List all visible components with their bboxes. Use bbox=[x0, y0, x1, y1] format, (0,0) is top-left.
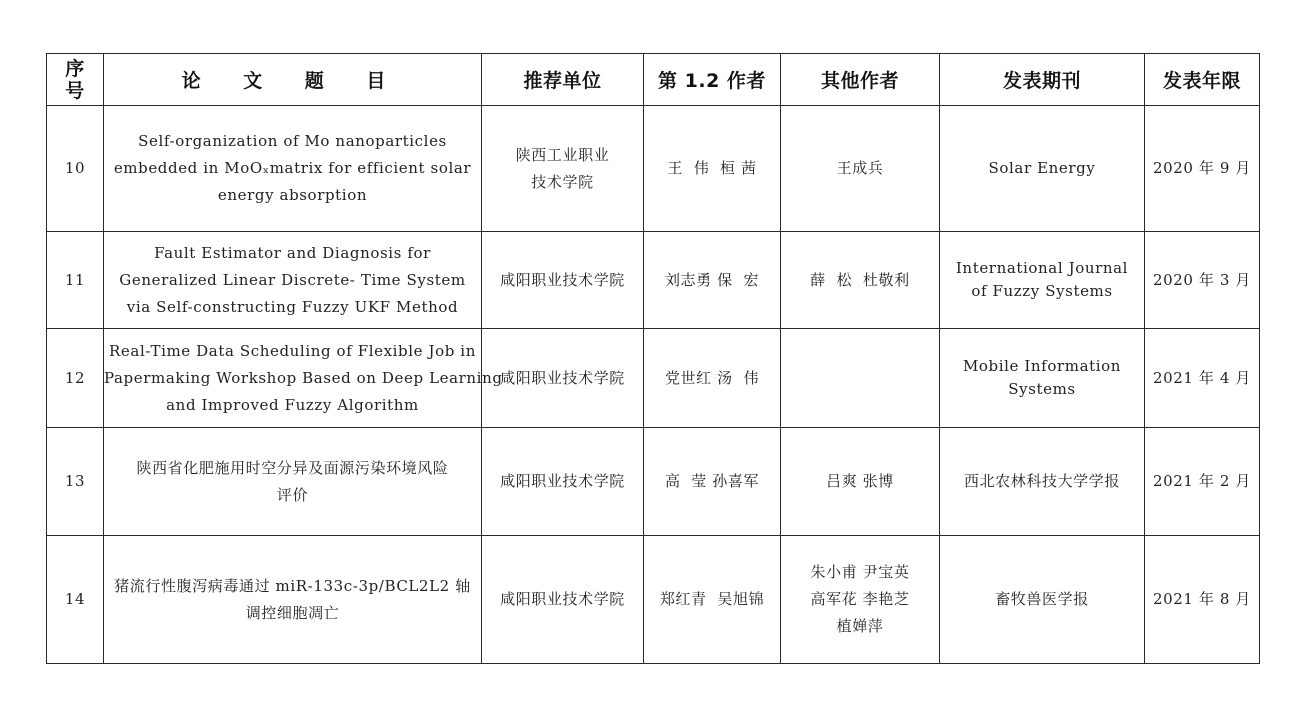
others-cell bbox=[781, 428, 940, 536]
year-text: 2021 年 4 月 bbox=[1152, 368, 1252, 387]
journal-cell-line: Systems bbox=[1008, 380, 1076, 398]
seq-number: 13 bbox=[64, 472, 86, 490]
title-cell-line: energy absorption bbox=[217, 186, 368, 204]
seq-number: 10 bbox=[64, 159, 86, 177]
journal-cell-line: International Journal bbox=[955, 259, 1129, 277]
title-cell-line: 陕西省化肥施用时空分异及面源污染环境风险 bbox=[136, 458, 449, 477]
seq-number: 12 bbox=[64, 368, 86, 387]
title-cell-line: via Self-constructing Fuzzy UKF Method bbox=[126, 297, 459, 316]
others-cell-line: 王成兵 bbox=[836, 159, 884, 177]
unit-cell-line: 咸阳职业技术学院 bbox=[500, 590, 625, 608]
journal-cell bbox=[940, 232, 1145, 329]
header-authors12: 第 1.2 作者 bbox=[644, 54, 781, 106]
year-cell bbox=[1145, 329, 1260, 428]
header-row bbox=[47, 54, 1260, 106]
authors12-cell bbox=[644, 428, 781, 536]
header-title: 论 文 题 目 bbox=[104, 54, 482, 106]
year-text: 2020 年 9 月 bbox=[1152, 159, 1252, 177]
title-cell-line: and Improved Fuzzy Algorithm bbox=[166, 395, 419, 414]
title-cell-line: embedded in MoOₓmatrix for efficient solar bbox=[113, 159, 472, 177]
authors12-text: 刘志勇 保 宏 bbox=[664, 270, 760, 289]
others-cell bbox=[781, 536, 940, 664]
unit-cell-line: 咸阳职业技术学院 bbox=[500, 472, 625, 490]
journal-cell-line: 畜牧兽医学报 bbox=[995, 590, 1089, 608]
journal-cell bbox=[940, 428, 1145, 536]
seq-cell bbox=[47, 329, 104, 428]
journal-cell bbox=[940, 106, 1145, 232]
others-cell-line: 植婵萍 bbox=[836, 617, 884, 635]
authors12-text: 高 莹 孙喜军 bbox=[664, 472, 760, 490]
journal-cell-line: 西北农林科技大学学报 bbox=[963, 472, 1120, 490]
unit-cell-line: 咸阳职业技术学院 bbox=[500, 368, 625, 387]
table-row bbox=[47, 106, 1260, 232]
header-unit: 推荐单位 bbox=[482, 54, 644, 106]
year-cell bbox=[1145, 106, 1260, 232]
others-cell bbox=[781, 106, 940, 232]
unit-cell-line: 技术学院 bbox=[531, 172, 594, 191]
title-cell bbox=[104, 106, 482, 232]
others-cell-line: 高军花 李艳芝 bbox=[810, 590, 910, 608]
title-cell-line: 评价 bbox=[276, 485, 309, 504]
header-journal: 发表期刊 bbox=[940, 54, 1145, 106]
title-cell bbox=[104, 428, 482, 536]
seq-number: 11 bbox=[64, 270, 86, 289]
authors12-cell bbox=[644, 106, 781, 232]
paper-table bbox=[46, 53, 1260, 664]
year-cell bbox=[1145, 536, 1260, 664]
table-body bbox=[47, 106, 1260, 664]
others-cell-line: 朱小甫 尹宝英 bbox=[810, 563, 910, 581]
seq-cell bbox=[47, 536, 104, 664]
table-row bbox=[47, 428, 1260, 536]
unit-cell bbox=[482, 232, 644, 329]
authors12-text: 郑红青 吴旭锦 bbox=[659, 590, 765, 608]
authors12-cell bbox=[644, 536, 781, 664]
year-text: 2021 年 2 月 bbox=[1152, 472, 1252, 490]
seq-cell bbox=[47, 232, 104, 329]
authors12-text: 王 伟 桓 茜 bbox=[667, 159, 757, 177]
header-year: 发表年限 bbox=[1145, 54, 1260, 106]
title-cell-line: Generalized Linear Discrete- Time System bbox=[119, 270, 466, 289]
others-cell bbox=[781, 329, 940, 428]
seq-cell bbox=[47, 428, 104, 536]
title-cell bbox=[104, 329, 503, 428]
journal-cell-line: of Fuzzy Systems bbox=[971, 282, 1113, 300]
unit-cell bbox=[482, 329, 644, 428]
unit-cell-line: 咸阳职业技术学院 bbox=[500, 270, 625, 289]
others-cell-line: 吕爽 张博 bbox=[826, 472, 894, 490]
authors12-cell bbox=[644, 329, 781, 428]
header-seq: 序号 bbox=[47, 54, 104, 106]
journal-cell bbox=[940, 329, 1145, 428]
unit-cell bbox=[482, 428, 644, 536]
table-row bbox=[47, 536, 1260, 664]
unit-cell-line: 陕西工业职业 bbox=[515, 145, 610, 164]
table-row bbox=[47, 329, 1260, 428]
year-cell bbox=[1145, 232, 1260, 329]
title-cell-line: Real-Time Data Scheduling of Flexible Job in bbox=[109, 341, 476, 360]
title-cell-line: Self-organization of Mo nanoparticles bbox=[138, 132, 447, 150]
unit-cell bbox=[482, 536, 644, 664]
unit-cell bbox=[482, 106, 644, 232]
year-text: 2020 年 3 月 bbox=[1152, 270, 1252, 289]
seq-cell bbox=[47, 106, 104, 232]
table-row bbox=[47, 232, 1260, 329]
authors12-text: 党世红 汤 伟 bbox=[664, 368, 760, 387]
year-cell bbox=[1145, 428, 1260, 536]
journal-cell bbox=[940, 536, 1145, 664]
title-cell-line: Fault Estimator and Diagnosis for bbox=[154, 243, 431, 262]
title-cell-line: 调控细胞凋亡 bbox=[245, 603, 340, 622]
title-cell-line: Papermaking Workshop Based on Deep Learning bbox=[104, 368, 503, 387]
authors12-cell bbox=[644, 232, 781, 329]
year-text: 2021 年 8 月 bbox=[1152, 590, 1252, 608]
journal-cell-line: Solar Energy bbox=[988, 159, 1096, 177]
others-cell bbox=[781, 232, 940, 329]
title-cell bbox=[104, 232, 482, 329]
title-cell bbox=[104, 536, 482, 664]
header-others: 其他作者 bbox=[781, 54, 940, 106]
journal-cell-line: Mobile Information bbox=[962, 357, 1122, 375]
seq-number: 14 bbox=[64, 590, 86, 608]
title-cell-line: 猪流行性腹泻病毒通过 miR-133c-3p/BCL2L2 轴 bbox=[114, 576, 471, 595]
table-header bbox=[47, 54, 1260, 106]
others-cell-line: 薛 松 杜敬利 bbox=[810, 270, 910, 289]
